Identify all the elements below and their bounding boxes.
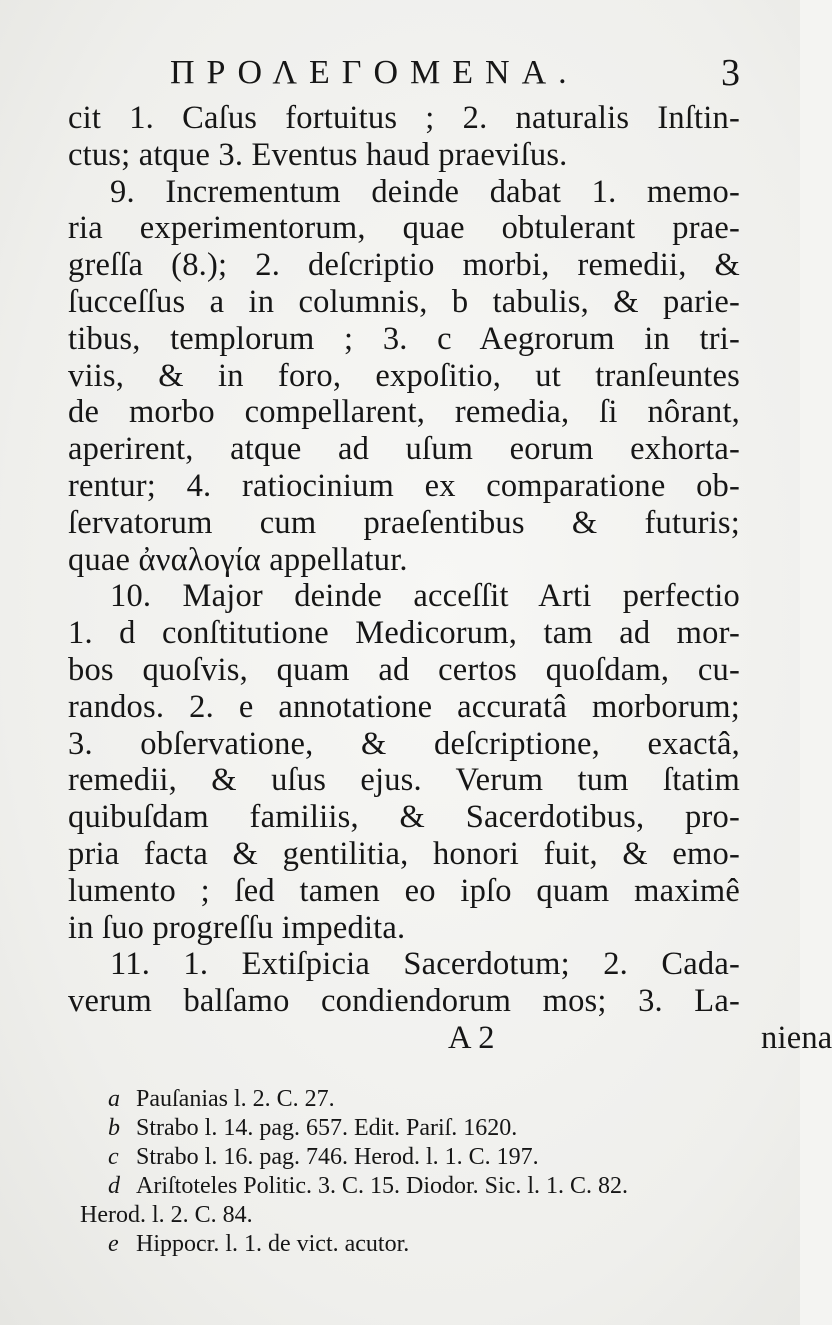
text-line: 1. d conſtitutione Medicorum, tam ad mor- — [68, 615, 740, 652]
footnote-continuation — [80, 1201, 740, 1230]
footnote-marker: d — [108, 1173, 120, 1199]
footnote-text: Hippocr. l. 1. de vict. acutor. — [136, 1231, 410, 1257]
footnote-marker: a — [108, 1086, 120, 1112]
text-line: 11. 1. Extiſpicia Sacerdotum; 2. Cada- — [110, 946, 740, 983]
text-line: viis, & in foro, expoſitio, ut tranſeuntes — [68, 357, 740, 394]
text-line: 10. Major deinde acceſſit Arti perfectio — [110, 578, 740, 615]
text-line: in ſuo progreſſu impedita. — [68, 909, 406, 946]
page-number: 3 — [721, 52, 740, 94]
text-line: greſſa (8.); 2. deſcriptio morbi, remedii, & — [68, 247, 740, 284]
text-line: ſucceſſus a in columnis, b tabulis, & parie- — [68, 283, 740, 320]
footnote-text: Pauſanias l. 2. C. 27. — [136, 1086, 335, 1112]
footnote — [80, 1230, 740, 1259]
text-line: de morbo compellarent, remedia, ſi nôrant, — [68, 394, 740, 431]
text-line: pria facta & gentilitia, honori fuit, & emo- — [68, 835, 740, 872]
text-line: 9. Incrementum deinde dabat 1. memo- — [110, 173, 740, 210]
text-line: ſervatorum cum praeſentibus & futuris; — [68, 504, 740, 541]
text-line: aperirent, atque ad uſum eorum exhorta- — [68, 431, 740, 468]
text-line: lumento ; ſed tamen eo ipſo quam maximê — [68, 872, 740, 909]
text-line: tibus, templorum ; 3. c Aegrorum in tri- — [68, 320, 740, 357]
footnote — [80, 1114, 740, 1143]
text-line: verum balſamo condiendorum mos; 3. La- — [68, 983, 740, 1020]
catchword-line: A 2 niena — [448, 1019, 832, 1056]
footnote-text: Herod. l. 2. C. 84. — [80, 1202, 253, 1228]
footnote — [80, 1172, 740, 1201]
text-line: bos quoſvis, quam ad certos quoſdam, cu- — [68, 651, 740, 688]
page-header — [170, 48, 740, 98]
footnote — [80, 1143, 740, 1172]
footnote-text: Ariſtoteles Politic. 3. C. 15. Diodor. Sic. l. 1. C. 82. — [136, 1173, 628, 1199]
footnotes — [80, 1085, 740, 1259]
footnote — [80, 1085, 740, 1114]
footnote-marker: c — [108, 1144, 119, 1170]
text-line: 3. obſervatione, & deſcriptione, exactâ, — [68, 725, 740, 762]
text-line: cit 1. Caſus fortuitus ; 2. naturalis Inſtin- — [68, 100, 740, 136]
text-line: ria experimentorum, quae obtulerant prae- — [68, 210, 740, 247]
footnote-text: Strabo l. 16. pag. 746. Herod. l. 1. C. 197. — [136, 1144, 539, 1170]
footnote-marker: b — [108, 1115, 120, 1141]
text-line: quae ἀναλογία appellatur. — [68, 541, 408, 578]
text-line: remedii, & uſus ejus. Verum tum ſtatim — [68, 762, 740, 799]
text-line: quibuſdam familiis, & Sacerdotibus, pro- — [68, 799, 740, 836]
footnote-text: Strabo l. 14. pag. 657. Edit. Pariſ. 1620. — [136, 1115, 518, 1141]
main-text — [68, 100, 832, 1057]
running-head: ΠΡΟΛΕΓΟΜΕΝΑ. — [170, 54, 579, 91]
text-line: randos. 2. e annotatione accuratâ morborum; — [68, 688, 740, 725]
footnote-marker: e — [108, 1231, 119, 1257]
text-line: rentur; 4. ratiocinium ex comparatione ob- — [68, 467, 740, 504]
text-line: ctus; atque 3. Eventus haud praeviſus. — [68, 136, 568, 173]
